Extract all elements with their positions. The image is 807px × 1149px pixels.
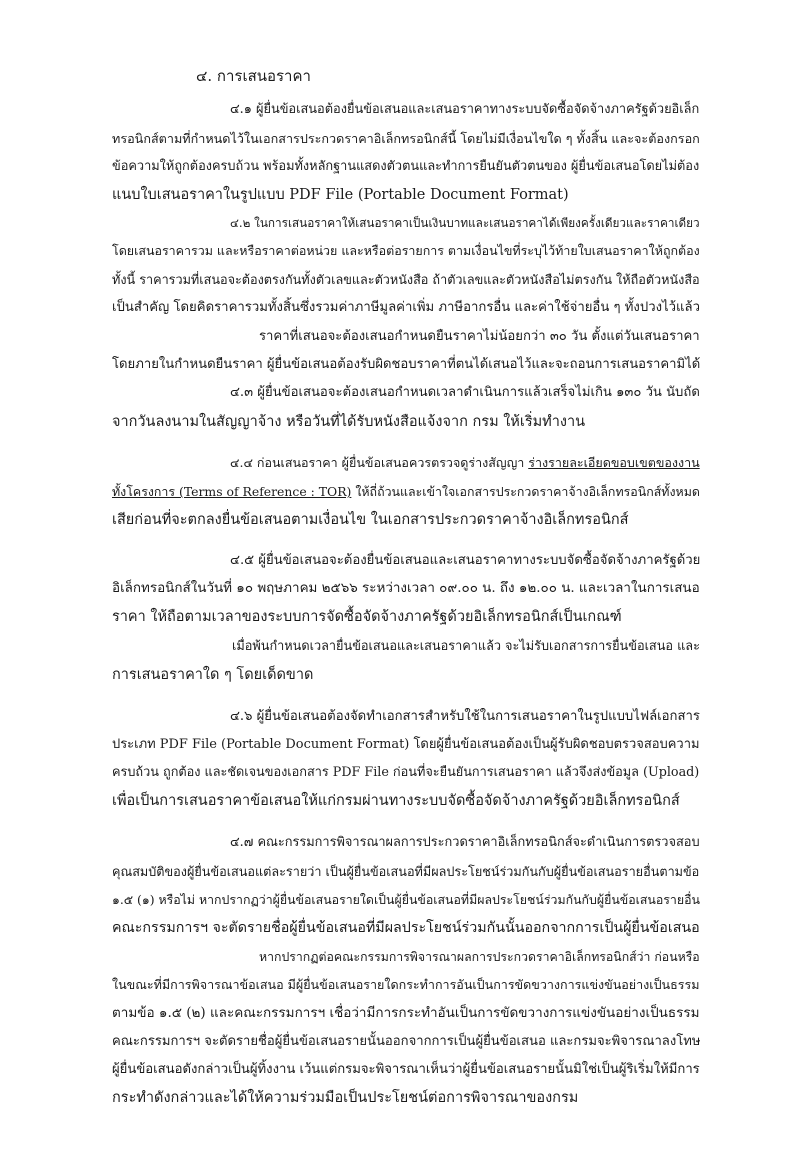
clause-4-4-line-1: [230, 453, 700, 473]
tor-reference-link: ร่างรายละเอียดขอบเขตของงาน: [528, 455, 700, 470]
clause-4-7-line-4: คณะกรรมการฯ จะตัดรายชื่อผู้ยื่นข้อเสนอที่มีผลประโยชน์ร่วมกันนั้นออกจากการเป็นผู้ยื่นข้อเสนอ: [112, 920, 700, 936]
clause-4-3-line-2: จากวันลงนามในสัญญาจ้าง หรือวันที่ได้รับหนังสือแจ้งจาก กรม ให้เริ่มทำงาน: [112, 414, 586, 430]
clause-4-2b-line-2: โดยภายในกำหนดยืนราคา ผู้ยื่นข้อเสนอต้องรับผิดชอบราคาที่ตนได้เสนอไว้และจะถอนการเสนอราคามิได้: [112, 357, 701, 372]
clause-4-2-line-2: โดยเสนอราคารวม และหรือราคาต่อหน่วย และหรือต่อรายการ ตามเงื่อนไขที่ระบุไว้ท้ายใบเสนอราคาให้ถูกต้อง: [112, 243, 700, 258]
clause-4-5b-line-1: เมื่อพ้นกำหนดเวลายื่นข้อเสนอและเสนอราคาแล้ว จะไม่รับเอกสารการยื่นข้อเสนอ และ: [232, 639, 700, 654]
tor-reference-link-cont: ทั้งโครงการ (Terms of Reference : TOR): [112, 484, 352, 499]
clause-4-7b-line-6: กระทำดังกล่าวและได้ให้ความร่วมมือเป็นประโยชน์ต่อการพิจารณาของกรม: [112, 1090, 579, 1106]
clause-4-2-line-4: เป็นสำคัญ โดยคิดราคารวมทั้งสิ้นซึ่งรวมค่าภาษีมูลค่าเพิ่ม ภาษีอากรอื่น และค่าใช้จ่ายอื่น ๆ ทั้งปวงไว้แล้ว: [112, 300, 700, 315]
clause-4-6-line-4: เพื่อเป็นการเสนอราคาข้อเสนอให้แก่กรมผ่านทางระบบจัดซื้อจัดจ้างภาครัฐด้วยอิเล็กทรอนิกส์: [112, 793, 680, 809]
clause-4-7-line-2: คุณสมบัติของผู้ยื่นข้อเสนอแต่ละรายว่า เป็นผู้ยื่นข้อเสนอที่มีผลประโยชน์ร่วมกันกับผู้ยื่นข้อเสนอรายอื่นตามข้อ: [112, 864, 700, 879]
clause-4-2b-line-1: ราคาที่เสนอจะต้องเสนอกำหนดยืนราคาไม่น้อยกว่า ๓๐ วัน ตั้งแต่วันเสนอราคา: [259, 329, 700, 344]
clause-4-7b-line-5: ผู้ยื่นข้อเสนอดังกล่าวเป็นผู้ทิ้งงาน เว้นแต่กรมจะพิจารณาเห็นว่าผู้ยื่นข้อเสนอรายนั้นมิใช่เป็นผู้ริเริ่มให้มีการ: [112, 1062, 700, 1077]
clause-4-1-line-4: แนบใบเสนอราคาในรูปแบบ PDF File (Portable Document Format): [112, 187, 569, 203]
clause-4-5-line-1: ๔.๕ ผู้ยื่นข้อเสนอจะต้องยื่นข้อเสนอและเสนอราคาทางระบบจัดซื้อจัดจ้างภาครัฐด้วย: [230, 553, 701, 568]
clause-4-1-line-3: ข้อความให้ถูกต้องครบถ้วน พร้อมทั้งหลักฐานแสดงตัวตนและทำการยืนยันตัวตนของ ผู้ยื่นข้อเสนอโดยไม่ต้อง: [112, 159, 700, 174]
clause-4-4-text-cont: ให้ถี่ถ้วนและเข้าใจเอกสารประกวดราคาจ้างอิเล็กทรอนิกส์ทั้งหมด: [351, 484, 700, 499]
clause-4-6-line-1: ๔.๖ ผู้ยื่นข้อเสนอต้องจัดทำเอกสารสำหรับใช้ในการเสนอราคาในรูปแบบไฟล์เอกสาร: [230, 709, 700, 724]
clause-4-7b-line-3: ตามข้อ ๑.๕ (๒) และคณะกรรมการฯ เชื่อว่ามีการกระทำอันเป็นการขัดขวางการแข่งขันอย่างเป็นธรรม: [112, 1005, 700, 1021]
clause-4-2-line-3: ทั้งนี้ ราคารวมที่เสนอจะต้องตรงกันทั้งตัวเลขและตัวหนังสือ ถ้าตัวเลขและตัวหนังสือไม่ตรงกัน ให้ถือตัวหนังสือ: [112, 272, 700, 287]
clause-4-6-line-2: ประเภท PDF File (Portable Document Format) โดยผู้ยื่นข้อเสนอต้องเป็นผู้รับผิดชอบตรวจสอบความ: [112, 737, 700, 752]
clause-4-4-line-2: [112, 482, 700, 502]
clause-4-5-line-3: ราคา ให้ถือตามเวลาของระบบการจัดซื้อจัดจ้างภาครัฐด้วยอิเล็กทรอนิกส์เป็นเกณฑ์: [112, 609, 622, 625]
clause-4-1-line-2: ทรอนิกส์ตามที่กำหนดไว้ในเอกสารประกวดราคาอิเล็กทรอนิกส์นี้ โดยไม่มีเงื่อนไขใด ๆ ทั้งสิ้น และจะต้องกรอก: [112, 131, 700, 146]
clause-4-7b-line-1: หากปรากฏต่อคณะกรรมการพิจารณาผลการประกวดราคาอิเล็กทรอนิกส์ว่า ก่อนหรือ: [259, 950, 700, 964]
clause-4-5b-line-2: การเสนอราคาใด ๆ โดยเด็ดขาด: [112, 667, 314, 683]
clause-4-4-line-3: เสียก่อนที่จะตกลงยื่นข้อเสนอตามเงื่อนไข ในเอกสารประกวดราคาจ้างอิเล็กทรอนิกส์: [112, 512, 629, 528]
clause-4-7-line-1: ๔.๗ คณะกรรมการพิจารณาผลการประกวดราคาอิเล็กทรอนิกส์จะดำเนินการตรวจสอบ: [230, 835, 700, 850]
section-heading: ๔. การเสนอราคา: [196, 67, 311, 85]
clause-4-7b-line-4: คณะกรรมการฯ จะตัดรายชื่อผู้ยื่นข้อเสนอรายนั้นออกจากการเป็นผู้ยื่นข้อเสนอ และกรมจะพิจารณาลงโทษ: [112, 1034, 701, 1049]
clause-4-7-line-3: ๑.๕ (๑) หรือไม่ หากปรากฏว่าผู้ยื่นข้อเสนอรายใดเป็นผู้ยื่นข้อเสนอที่มีผลประโยชน์ร่วมกันกับผู้ยื่นข้อเสนอรายอื่น: [112, 893, 700, 907]
clause-4-4-text: ๔.๔ ก่อนเสนอราคา ผู้ยื่นข้อเสนอควรตรวจดูร่างสัญญา: [230, 455, 529, 470]
clause-4-6-line-3: ครบถ้วน ถูกต้อง และชัดเจนของเอกสาร PDF File ก่อนที่จะยืนยันการเสนอราคา แล้วจึงส่งข้อมูล (Upload): [112, 765, 700, 780]
clause-4-2-line-1: ๔.๒ ในการเสนอราคาให้เสนอราคาเป็นเงินบาทและเสนอราคาได้เพียงครั้งเดียวและราคาเดียว: [230, 216, 700, 230]
clause-4-7b-line-2: ในขณะที่มีการพิจารณาข้อเสนอ มีผู้ยื่นข้อเสนอรายใดกระทำการอันเป็นการขัดขวางการแข่งขันอย่างเป็นธรรม: [112, 977, 700, 992]
clause-4-5-line-2: อิเล็กทรอนิกส์ในวันที่ ๑๐ พฤษภาคม ๒๕๖๖ ระหว่างเวลา ๐๙.๐๐ น. ถึง ๑๒.๐๐ น. และเวลาในการเสนอ: [112, 581, 700, 596]
clause-4-3-line-1: ๔.๓ ผู้ยื่นข้อเสนอจะต้องเสนอกำหนดเวลาดำเนินการแล้วเสร็จไม่เกิน ๑๓๐ วัน นับถัด: [230, 385, 700, 400]
clause-4-1-line-1: ๔.๑ ผู้ยื่นข้อเสนอต้องยื่นข้อเสนอและเสนอราคาทางระบบจัดซื้อจัดจ้างภาครัฐด้วยอิเล็ก: [230, 102, 700, 117]
